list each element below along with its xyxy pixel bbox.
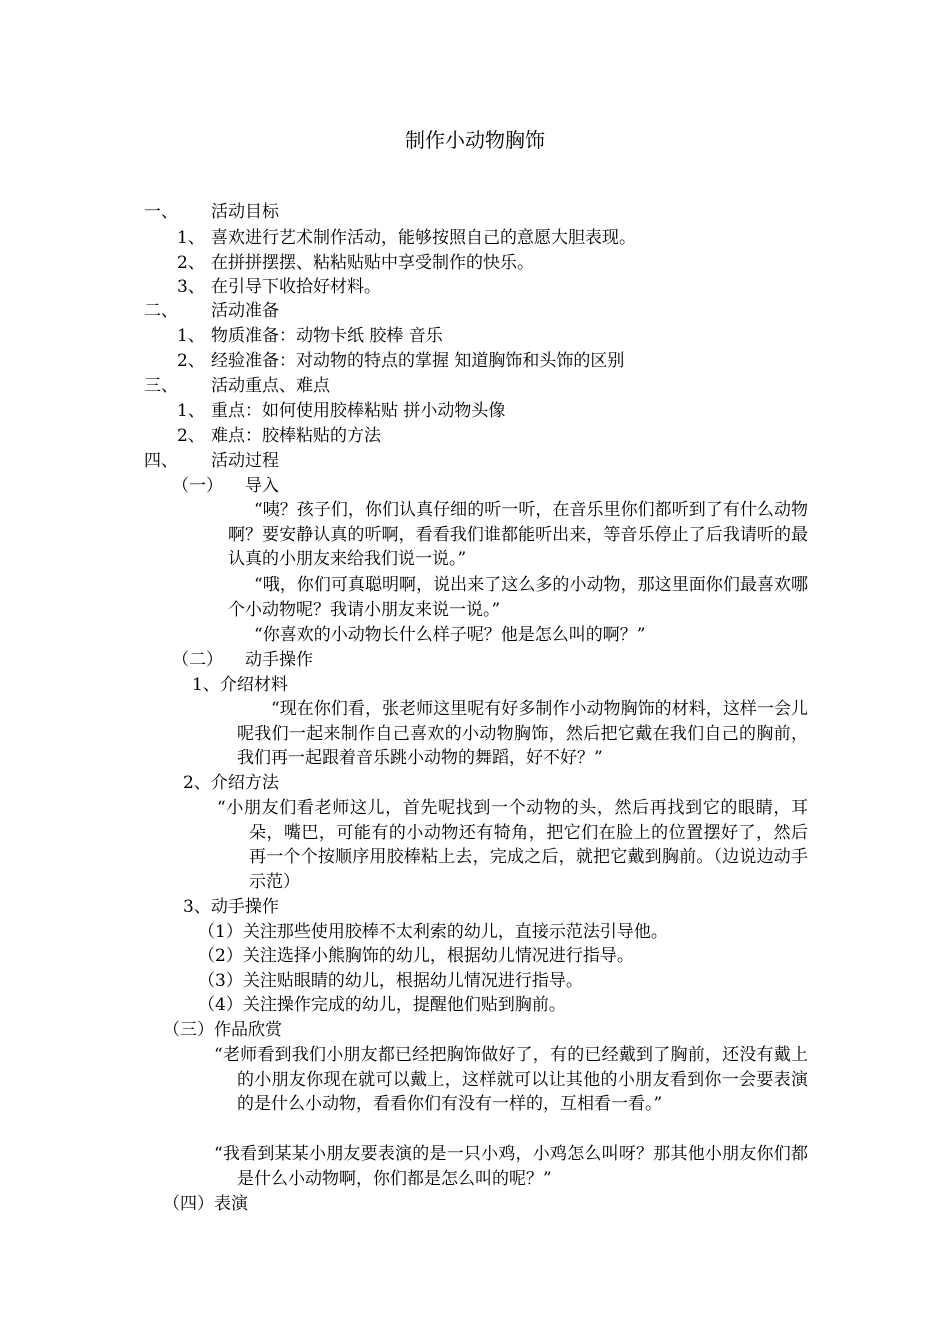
sub-heading: 1、介绍材料 bbox=[192, 675, 288, 695]
page-title: 制作小动物胸饰 bbox=[405, 128, 545, 152]
subsection-number: （一） bbox=[172, 476, 223, 496]
subsection-heading: （四）表演 bbox=[163, 1194, 248, 1214]
list-item: 在拼拼摆摆、粘粘贴贴中享受制作的快乐。 bbox=[211, 253, 534, 273]
list-item-number: 2、 bbox=[177, 426, 205, 446]
paragraph: “我看到某某小朋友要表演的是一只小鸡，小鸡怎么叫呀？那其他小朋友你们都是什么小动物啊，你们都是怎么叫的呢？” bbox=[214, 1144, 808, 1189]
list-item-number: 3、 bbox=[177, 277, 205, 297]
list-item: 物质准备：动物卡纸 胶棒 音乐 bbox=[211, 326, 443, 346]
section-heading: 活动过程 bbox=[211, 451, 279, 471]
list-item-number: 1、 bbox=[177, 326, 205, 346]
subsection-heading: 导入 bbox=[245, 476, 279, 496]
list-item: 喜欢进行艺术制作活动，能够按照自己的意愿大胆表现。 bbox=[211, 228, 636, 248]
subsection-heading: （三）作品欣赏 bbox=[163, 1020, 282, 1040]
section-number: 三、 bbox=[144, 376, 178, 396]
subsection-heading: 动手操作 bbox=[245, 650, 313, 670]
paragraph: “咦？孩子们，你们认真仔细的听一听，在音乐里你们都听到了有什么动物啊？要安静认真的听啊，看看我们谁都能听出来，等音乐停止了后我请听的最认真的小朋友来给我们说一说。” bbox=[228, 500, 808, 569]
list-item: （3）关注贴眼睛的幼儿，根据幼儿情况进行指导。 bbox=[198, 971, 583, 991]
paragraph: “你喜欢的小动物长什么样子呢？他是怎么叫的啊？” bbox=[254, 625, 646, 645]
list-item: （4）关注操作完成的幼儿，提醒他们贴到胸前。 bbox=[198, 995, 566, 1015]
list-item-number: 2、 bbox=[177, 253, 205, 273]
list-item: 重点：如何使用胶棒粘贴 拼小动物头像 bbox=[211, 401, 506, 421]
sub-heading: 2、介绍方法 bbox=[183, 773, 279, 793]
section-number: 四、 bbox=[144, 451, 178, 471]
list-item: （2）关注选择小熊胸饰的幼儿，根据幼儿情况进行指导。 bbox=[198, 946, 634, 966]
section-heading: 活动准备 bbox=[211, 301, 279, 321]
list-item: （1）关注那些使用胶棒不太利索的幼儿，直接示范法引导他。 bbox=[198, 922, 668, 942]
paragraph: “小朋友们看老师这儿，首先呢找到一个动物的头，然后再找到它的眼睛，耳朵，嘴巴，可能有的小动物还有犄角，把它们在脸上的位置摆好了，然后再一个个按顺序用胶棒粘上去，完成之后，就把它戴到胸前。（边说边动手示范） bbox=[217, 798, 808, 892]
section-number: 一、 bbox=[144, 202, 178, 222]
sub-heading: 3、动手操作 bbox=[183, 897, 279, 917]
list-item-number: 1、 bbox=[177, 228, 205, 248]
list-item: 难点：胶棒粘贴的方法 bbox=[211, 426, 381, 446]
paragraph: “老师看到我们小朋友都已经把胸饰做好了，有的已经戴到了胸前，还没有戴上的小朋友你现在就可以戴上，这样就可以让其他的小朋友看到你一会要表演的是什么小动物，看看你们有没有一样的，互相看一看。” bbox=[214, 1045, 808, 1114]
paragraph: “现在你们看，张老师这里呢有好多制作小动物胸饰的材料，这样一会儿呢我们一起来制作自己喜欢的小动物胸饰，然后把它戴在我们自己的胸前，我们再一起跟着音乐跳小动物的舞蹈，好不好？” bbox=[237, 699, 808, 768]
list-item-number: 1、 bbox=[177, 401, 205, 421]
subsection-number: （二） bbox=[172, 650, 223, 670]
section-number: 二、 bbox=[144, 301, 178, 321]
section-heading: 活动目标 bbox=[211, 202, 279, 222]
list-item: 经验准备：对动物的特点的掌握 知道胸饰和头饰的区别 bbox=[211, 351, 625, 371]
section-heading: 活动重点、难点 bbox=[211, 376, 330, 396]
list-item-number: 2、 bbox=[177, 351, 205, 371]
paragraph: “哦，你们可真聪明啊，说出来了这么多的小动物，那这里面你们最喜欢哪个小动物呢？我请小朋友来说一说。” bbox=[228, 575, 808, 620]
list-item: 在引导下收拾好材料。 bbox=[211, 277, 381, 297]
